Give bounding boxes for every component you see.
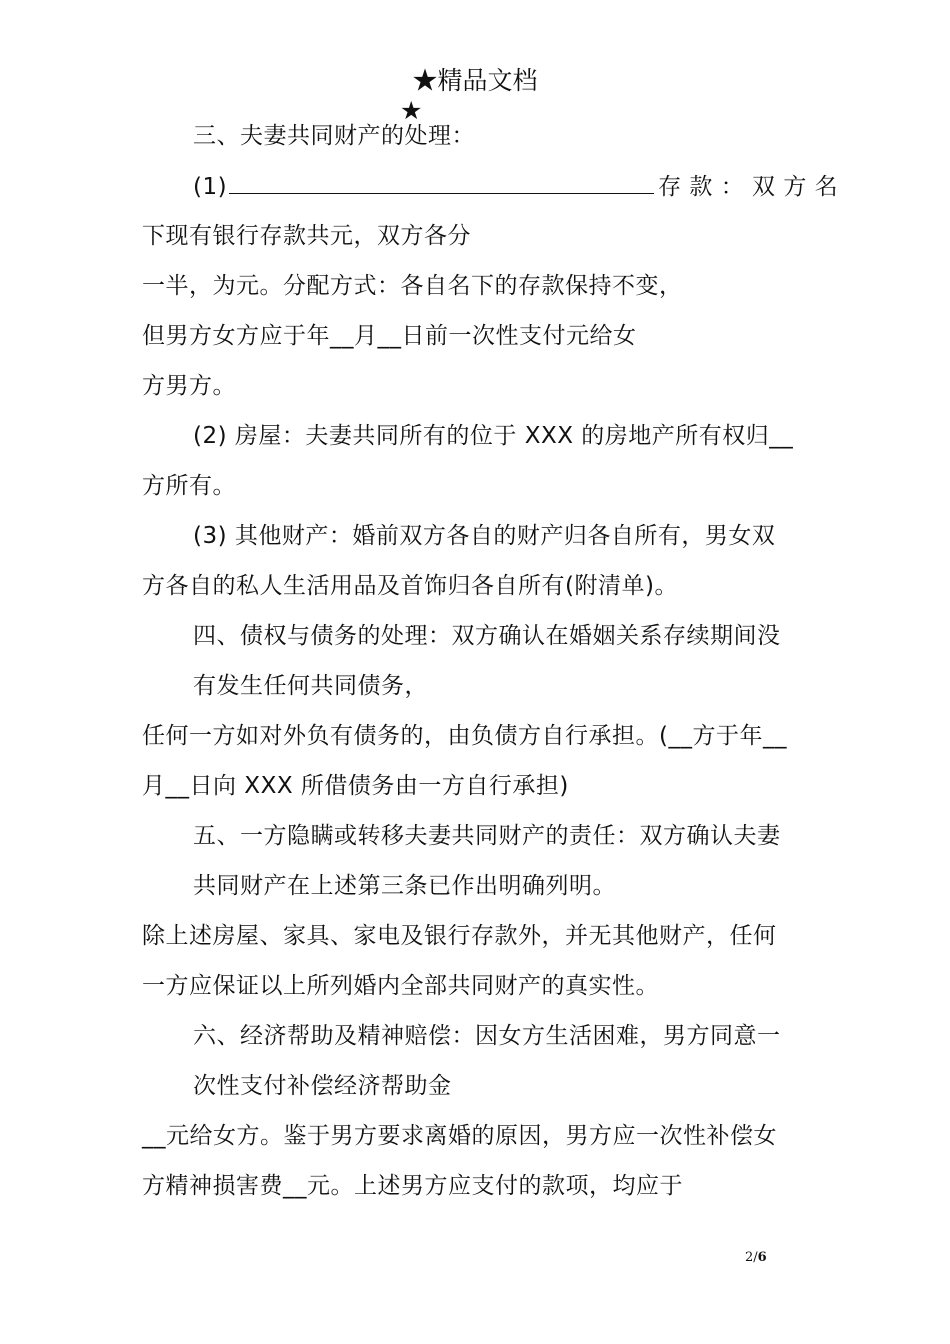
paragraph-line: (2) 房屋：夫妻共同所有的位于 XXX 的房地产所有权归__ <box>193 423 794 449</box>
paragraph-line: 方男方。 <box>142 373 236 399</box>
section-3-heading: 三、夫妻共同财产的处理： <box>193 123 475 149</box>
section-6-heading: 六、经济帮助及精神赔偿：因女方生活困难，男方同意一 <box>193 1023 781 1049</box>
paragraph-line: 一方应保证以上所列婚内全部共同财产的真实性。 <box>142 973 659 999</box>
paragraph-line <box>193 171 838 202</box>
paragraph-line: 一半，为元。分配方式：各自名下的存款保持不变， <box>142 273 683 299</box>
paragraph-line: __元给女方。鉴于男方要求离婚的原因，男方应一次性补偿女 <box>142 1123 777 1149</box>
page-total: 6 <box>757 1250 767 1265</box>
paragraph-line: 但男方女方应于年__月__日前一次性支付元给女 <box>142 323 637 349</box>
document-header-title: ★精品文档 <box>412 66 538 95</box>
paragraph-line: 方各自的私人生活用品及首饰归各自所有(附清单)。 <box>142 573 678 599</box>
header-star-icon: ★ <box>400 96 423 125</box>
paragraph-line: 月__日向 XXX 所借债务由一方自行承担) <box>142 773 569 799</box>
paragraph-line: 有发生任何共同债务， <box>193 673 428 699</box>
section-4-heading: 四、债权与债务的处理：双方确认在婚姻关系存续期间没 <box>193 623 781 649</box>
deposit-label: 存 款 ： 双 方 名 <box>658 174 839 200</box>
paragraph-line: 次性支付补偿经济帮助金 <box>193 1073 452 1099</box>
item-number: (1) <box>193 174 228 200</box>
page-current: 2/ <box>745 1250 758 1265</box>
paragraph-line: 方精神损害费__元。上述男方应支付的款项，均应于 <box>142 1173 683 1199</box>
paragraph-line: 方所有。 <box>142 473 236 499</box>
page-number <box>745 1250 767 1265</box>
paragraph-line: 下现有银行存款共元，双方各分 <box>142 223 471 249</box>
paragraph-line: 除上述房屋、家具、家电及银行存款外，并无其他财产，任何 <box>142 923 777 949</box>
paragraph-line: 共同财产在上述第三条已作出明确列明。 <box>193 873 616 899</box>
paragraph-line: (3) 其他财产：婚前双方各自的财产归各自所有，男女双 <box>193 523 776 549</box>
section-5-heading: 五、一方隐瞒或转移夫妻共同财产的责任：双方确认夫妻 <box>193 823 781 849</box>
fill-in-blank <box>229 171 654 194</box>
paragraph-line: 任何一方如对外负有债务的，由负债方自行承担。(__方于年__ <box>142 723 787 749</box>
